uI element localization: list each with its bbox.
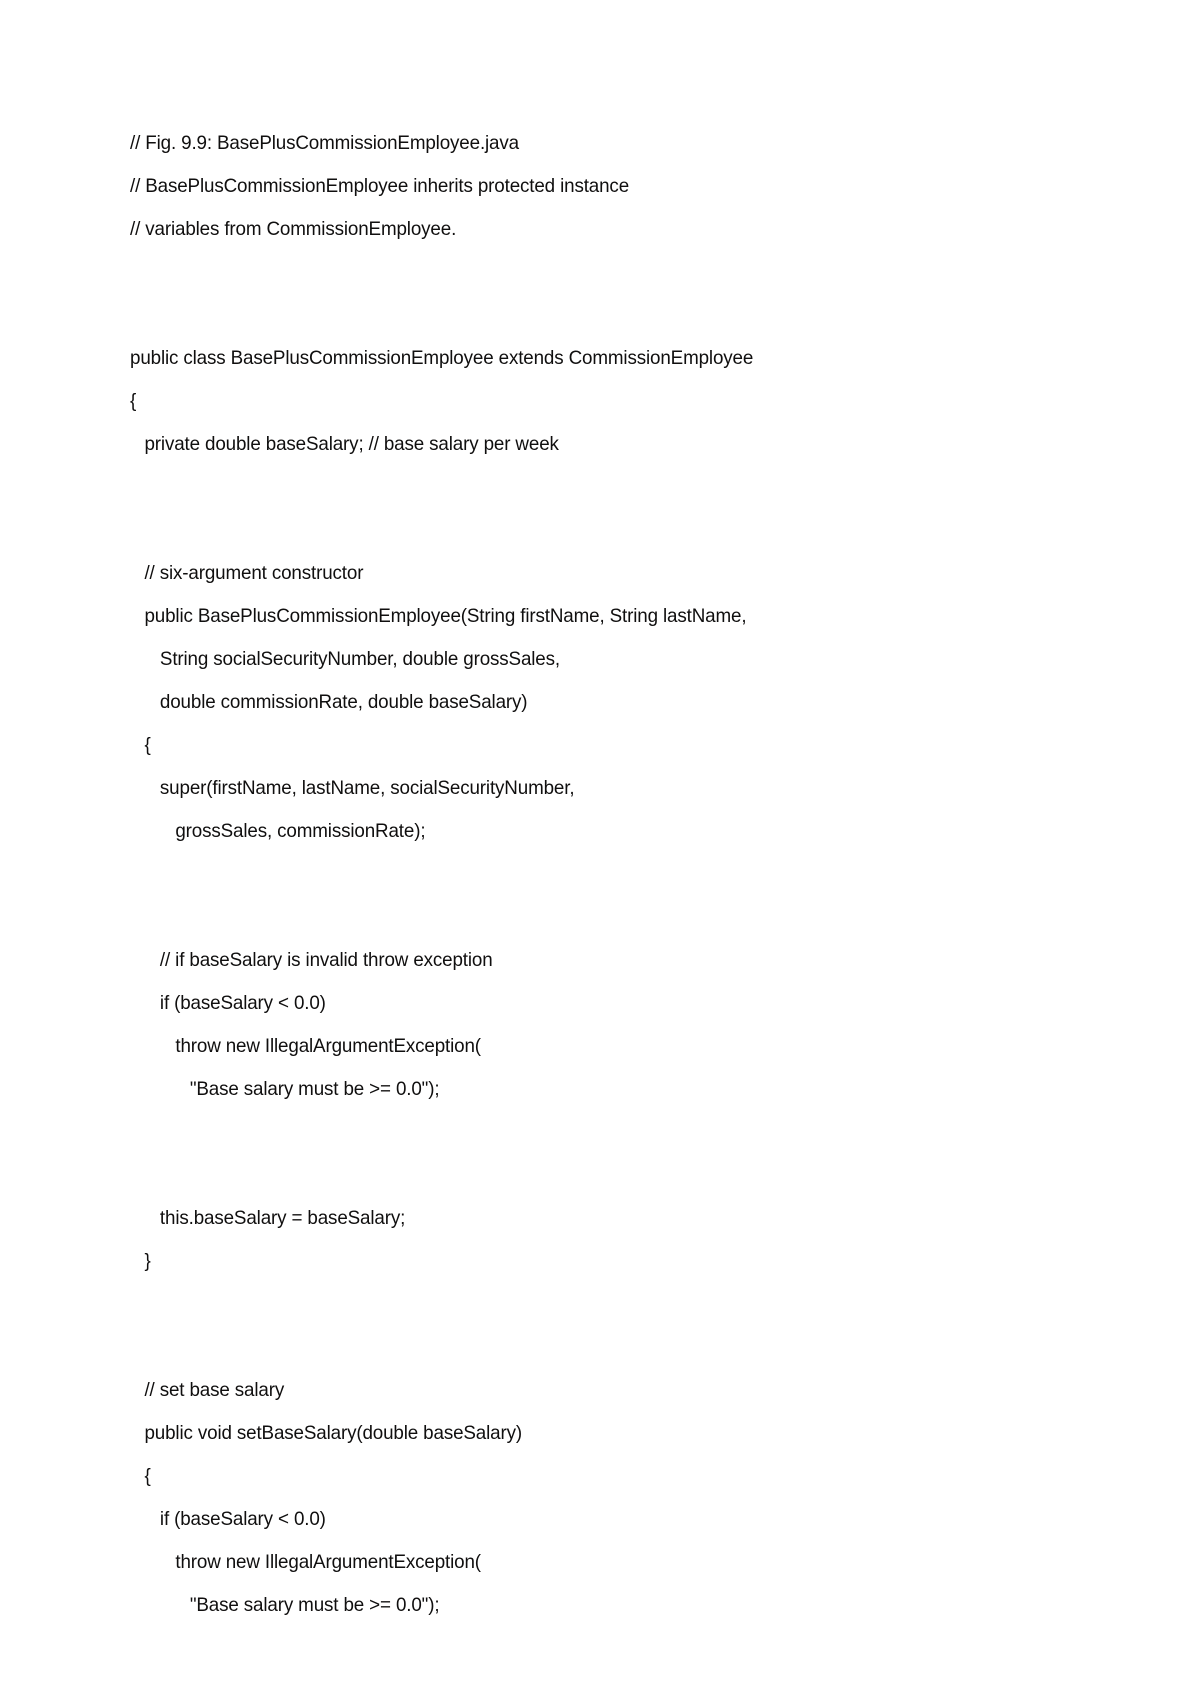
code-line: // six-argument constructor xyxy=(144,562,364,584)
blank-line xyxy=(130,251,1056,294)
blank-line xyxy=(130,294,1056,337)
code-line: // variables from CommissionEmployee. xyxy=(130,218,457,240)
code-line: // set base salary xyxy=(144,1379,285,1401)
code-line: // if baseSalary is invalid throw exception xyxy=(159,949,493,971)
code-line: public class BasePlusCommissionEmployee extends CommissionEmployee xyxy=(130,347,754,369)
code-line: String socialSecurityNumber, double grossSales, xyxy=(159,648,560,670)
blank-line xyxy=(130,466,1056,509)
code-line: "Base salary must be >= 0.0"); xyxy=(189,1078,440,1100)
code-line: { xyxy=(144,1465,151,1487)
code-line: "Base salary must be >= 0.0"); xyxy=(189,1594,440,1616)
blank-line xyxy=(130,1326,1056,1369)
code-line: throw new IllegalArgumentException( xyxy=(175,1551,481,1573)
code-line: public BasePlusCommissionEmployee(String firstName, String lastName, xyxy=(144,605,747,627)
blank-line xyxy=(130,1283,1056,1326)
code-line: // BasePlusCommissionEmployee inherits protected instance xyxy=(130,175,630,197)
code-listing xyxy=(130,122,1090,1627)
code-line: { xyxy=(144,734,151,756)
code-line: if (baseSalary < 0.0) xyxy=(159,992,326,1014)
blank-line xyxy=(130,1154,1056,1197)
code-line: grossSales, commissionRate); xyxy=(175,820,426,842)
blank-line xyxy=(130,853,1056,896)
code-line: private double baseSalary; // base salary per week xyxy=(144,433,559,455)
blank-line xyxy=(130,1111,1056,1154)
code-line: this.baseSalary = baseSalary; xyxy=(159,1207,406,1229)
code-line: throw new IllegalArgumentException( xyxy=(175,1035,481,1057)
blank-line xyxy=(130,509,1056,552)
blank-line xyxy=(130,896,1056,939)
code-line: super(firstName, lastName, socialSecurityNumber, xyxy=(159,777,575,799)
code-line: } xyxy=(144,1250,151,1272)
code-line: { xyxy=(130,390,137,412)
code-line: public void setBaseSalary(double baseSalary) xyxy=(144,1422,523,1444)
code-line: // Fig. 9.9: BasePlusCommissionEmployee.java xyxy=(130,132,519,154)
code-line: if (baseSalary < 0.0) xyxy=(159,1508,326,1530)
code-line: double commissionRate, double baseSalary) xyxy=(159,691,528,713)
